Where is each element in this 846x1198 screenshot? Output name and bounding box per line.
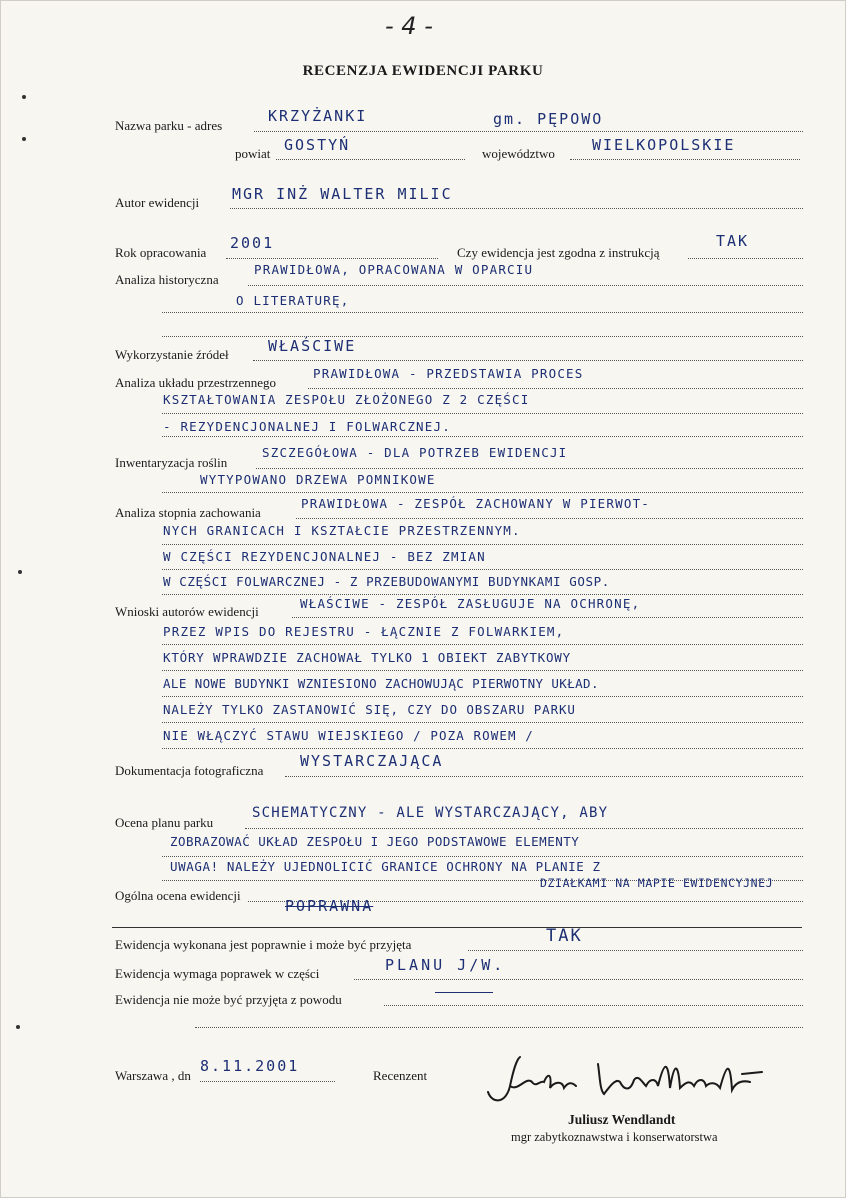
value-spatial-line: KSZTAŁTOWANIA ZESPOŁU ZŁOŻONEGO Z 2 CZĘŚCI xyxy=(163,392,530,407)
value-photos: WYSTARCZAJĄCA xyxy=(300,752,444,770)
reviewer-name: Juliusz Wendlandt xyxy=(568,1112,676,1127)
value-compliance: TAK xyxy=(716,232,750,250)
label-county: powiat xyxy=(235,146,271,161)
value-plan-line: DZIAŁKAMI NA MAPIE EWIDENCYJNEJ xyxy=(540,876,774,890)
value-plan-line: UWAGA! NALEŻY UJEDNOLICIĆ GRANICE OCHRONY NA PLANIE Z xyxy=(170,859,601,874)
value-conclusions-line: WŁAŚCIWE - ZESPÓŁ ZASŁUGUJE NA OCHRONĘ, xyxy=(300,596,641,611)
scan-mark xyxy=(22,137,26,141)
value-historical-line: PRAWIDŁOWA, OPRACOWANA W OPARCIU xyxy=(254,262,534,277)
value-conclusions-line: KTÓRY WPRAWDZIE ZACHOWAŁ TYLKO 1 OBIEKT ZABYTKOWY xyxy=(163,650,571,665)
value-plants-line: WYTYPOWANO DRZEWA POMNIKOWE xyxy=(200,472,436,487)
label-photos: Dokumentacja fotograficzna xyxy=(115,763,264,778)
value-spatial-line: PRAWIDŁOWA - PRZEDSTAWIA PROCES xyxy=(313,366,584,381)
value-conclusions-line: NIE WŁĄCZYĆ STAWU WIEJSKIEGO / POZA ROWEM / xyxy=(163,728,534,743)
value-year: 2001 xyxy=(230,234,275,252)
value-gmina: gm. PĘPOWO xyxy=(493,110,604,128)
value-overall: POPRAWNA xyxy=(285,897,374,915)
value-conclusions-line: PRZEZ WPIS DO REJESTRU - ŁĄCZNIE Z FOLWARKIEM, xyxy=(163,624,565,639)
value-voivodeship: WIELKOPOLSKIE xyxy=(592,136,736,154)
value-author: MGR INŻ WALTER MILIC xyxy=(232,185,453,203)
value-accepted: TAK xyxy=(546,926,583,946)
scan-mark xyxy=(18,570,22,574)
label-accepted: Ewidencja wykonana jest poprawnie i może być przyjęta xyxy=(115,937,412,952)
label-spatial: Analiza układu przestrzennego xyxy=(115,375,276,390)
label-park-name: Nazwa parku - adres xyxy=(115,118,223,133)
value-historical-line: O LITERATURĘ, xyxy=(236,293,350,308)
label-author: Autor ewidencji xyxy=(115,195,200,210)
value-county: GOSTYŃ xyxy=(284,136,351,154)
scan-mark xyxy=(16,1025,20,1029)
label-overall: Ogólna ocena ewidencji xyxy=(115,888,241,903)
value-plan-line: SCHEMATYCZNY - ALE WYSTARCZAJĄCY, ABY xyxy=(252,805,609,821)
signature xyxy=(480,1052,780,1110)
label-conclusions: Wnioski autorów ewidencji xyxy=(115,604,259,619)
value-preservation-line: NYCH GRANICACH I KSZTAŁCIE PRZESTRZENNYM. xyxy=(163,523,521,538)
value-conclusions-line: ALE NOWE BUDYNKI WZNIESIONO ZACHOWUJĄC PIERWOTNY UKŁAD. xyxy=(163,676,599,691)
reviewer-title: mgr zabytkoznawstwa i konserwatorstwa xyxy=(511,1130,718,1144)
label-voivodeship: województwo xyxy=(482,146,555,161)
label-plan: Ocena planu parku xyxy=(115,815,214,830)
page-number: - 4 - xyxy=(385,12,433,40)
scan-mark xyxy=(22,95,26,99)
form-title: RECENZJA EWIDENCJI PARKU xyxy=(302,63,544,79)
label-year: Rok opracowania xyxy=(115,245,207,260)
label-preservation: Analiza stopnia zachowania xyxy=(115,505,261,520)
label-reviewer: Recenzent xyxy=(373,1068,428,1083)
value-preservation-line: W CZĘŚCI REZYDENCJONALNEJ - BEZ ZMIAN xyxy=(163,549,486,564)
label-plants: Inwentaryzacja roślin xyxy=(115,455,228,470)
label-compliance: Czy ewidencja jest zgodna z instrukcją xyxy=(457,245,660,260)
value-spatial-line: - REZYDENCJONALNEJ I FOLWARCZNEJ. xyxy=(163,419,451,434)
value-corrections: PLANU J/W. xyxy=(385,956,506,974)
value-preservation-line: PRAWIDŁOWA - ZESPÓŁ ZACHOWANY W PIERWOT- xyxy=(301,496,651,511)
label-historical: Analiza historyczna xyxy=(115,272,219,287)
value-conclusions-line: NALEŻY TYLKO ZASTANOWIĆ SIĘ, CZY DO OBSZARU PARKU xyxy=(163,702,576,717)
value-plan-line: ZOBRAZOWAĆ UKŁAD ZESPOŁU I JEGO PODSTAWOWE ELEMENTY xyxy=(170,834,580,849)
section-divider xyxy=(112,927,802,928)
value-plants-line: SZCZEGÓŁOWA - DLA POTRZEB EWIDENCJI xyxy=(262,445,568,460)
value-preservation-line: W CZĘŚCI FOLWARCZNEJ - Z PRZEBUDOWANYMI BUDYNKAMI GOSP. xyxy=(163,574,610,589)
value-sources: WŁAŚCIWE xyxy=(268,337,357,355)
label-rejected: Ewidencja nie może być przyjęta z powodu xyxy=(115,992,342,1007)
dash-mark xyxy=(435,992,493,993)
label-sources: Wykorzystanie źródeł xyxy=(115,347,229,362)
value-park-name: KRZYŻANKI xyxy=(268,107,368,125)
value-date: 8.11.2001 xyxy=(200,1057,300,1075)
label-place-date: Warszawa , dn xyxy=(115,1068,191,1083)
label-corrections: Ewidencja wymaga poprawek w części xyxy=(115,966,320,981)
